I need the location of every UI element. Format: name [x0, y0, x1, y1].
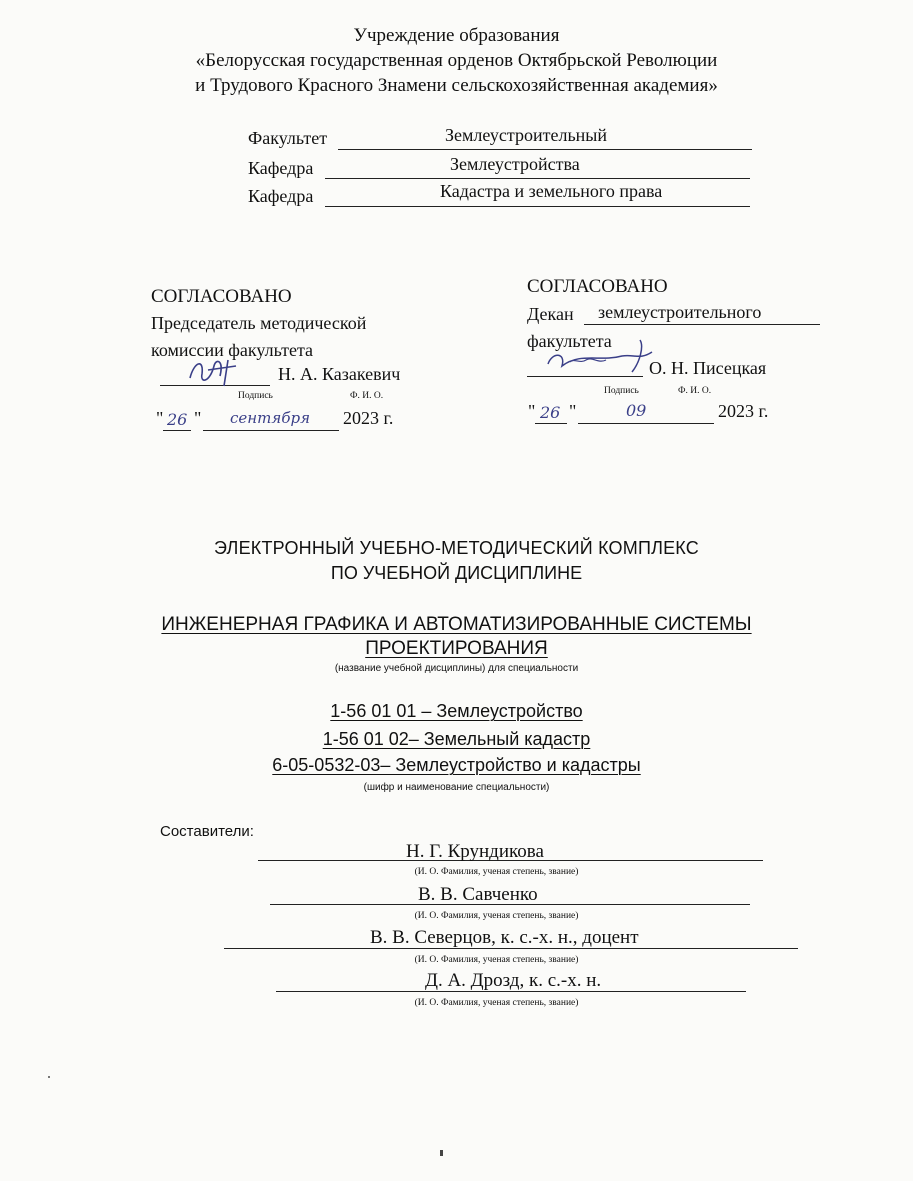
author-3-name: В. В. Северцов, к. с.-х. н., доцент: [370, 927, 639, 948]
specialty-3: [0, 755, 913, 776]
specialty-2-text: 1-56 01 02– Земельный кадастр: [322, 729, 591, 749]
name-caption-left: Ф. И. О.: [350, 391, 384, 401]
faculty-label: Факультет: [248, 128, 328, 148]
specialty-caption: (шифр и наименование специальности): [363, 782, 550, 793]
specialty-3-text: 6-05-0532-03– Землеустройство и кадастры: [272, 755, 641, 775]
specialty-2: [0, 729, 913, 750]
date-day-right: 26: [540, 403, 561, 422]
scan-speck: [440, 1150, 443, 1156]
discipline-title-text-2: ПРОЕКТИРОВАНИЯ: [365, 638, 548, 659]
approval-role-left-1: Председатель методической: [151, 313, 367, 333]
department-2-label: Кафедра: [248, 186, 314, 206]
author-4-caption: (И. О. Фамилия, ученая степень, звание): [414, 998, 579, 1008]
date-month-left: сентября: [230, 409, 311, 427]
author-2-name: В. В. Савченко: [418, 884, 538, 905]
specialty-1-text: 1-56 01 01 – Землеустройство: [330, 701, 583, 721]
date-open-quote-left: ": [156, 408, 164, 428]
faculty-value: Землеустроительный: [445, 125, 608, 145]
signature-left-icon: [180, 352, 250, 390]
discipline-caption: (название учебной дисциплины) для специальности: [334, 663, 579, 674]
date-month-right: 09: [626, 401, 647, 420]
department-1-value: Землеустройства: [450, 154, 580, 174]
authors-label: Составители:: [160, 823, 254, 840]
discipline-title-line2: [0, 638, 913, 660]
approval-title-left: СОГЛАСОВАНО: [151, 286, 292, 307]
date-close-quote-right: ": [569, 401, 577, 421]
complex-title-line1: ЭЛЕКТРОННЫЙ УЧЕБНО-МЕТОДИЧЕСКИЙ КОМПЛЕКС: [214, 538, 699, 558]
scan-speck: [48, 1076, 50, 1078]
name-caption-right: Ф. И. О.: [678, 386, 712, 396]
author-1-caption: (И. О. Фамилия, ученая степень, звание): [414, 867, 579, 877]
discipline-title-line1: [0, 614, 913, 636]
signature-right-icon: [540, 332, 660, 378]
author-3-caption: (И. О. Фамилия, ученая степень, звание): [414, 955, 579, 965]
date-year-right: 2023 г.: [718, 401, 769, 421]
signature-caption-left: Подпись: [238, 391, 273, 401]
author-2-caption: (И. О. Фамилия, ученая степень, звание): [414, 911, 579, 921]
institution-label: Учреждение образования: [353, 25, 560, 46]
approver-name-left: Н. А. Казакевич: [278, 364, 401, 384]
author-4-name: Д. А. Дрозд, к. с.-х. н.: [425, 970, 602, 991]
approval-role-left-2: комиссии факультета: [151, 340, 314, 360]
academy-name-line2: и Трудового Красного Знамени сельскохозяйственная академия»: [195, 75, 718, 96]
approver-name-right: О. Н. Писецкая: [649, 358, 767, 378]
complex-title-line2: ПО УЧЕБНОЙ ДИСЦИПЛИНЕ: [330, 563, 583, 583]
date-day-left: 26: [167, 410, 188, 429]
approval-title-right: СОГЛАСОВАНО: [527, 276, 668, 297]
approval-role-right-2: факультета: [527, 331, 612, 351]
author-1-name: Н. Г. Крундикова: [406, 841, 544, 862]
specialty-1: [0, 701, 913, 722]
date-open-quote-right: ": [528, 401, 536, 421]
date-close-quote-left: ": [194, 408, 202, 428]
approval-role-right-value: землеустроительного: [598, 302, 762, 322]
academy-name-line1: «Белорусская государственная орденов Октябрьской Революции: [195, 50, 718, 71]
signature-caption-right: Подпись: [604, 386, 639, 396]
approval-role-right-prefix: Декан: [527, 304, 574, 324]
date-year-left: 2023 г.: [343, 408, 394, 428]
discipline-title-text-1: ИНЖЕНЕРНАЯ ГРАФИКА И АВТОМАТИЗИРОВАННЫЕ СИСТЕМЫ: [161, 614, 752, 635]
department-2-value: Кадастра и земельного права: [440, 181, 663, 201]
department-1-label: Кафедра: [248, 158, 314, 178]
